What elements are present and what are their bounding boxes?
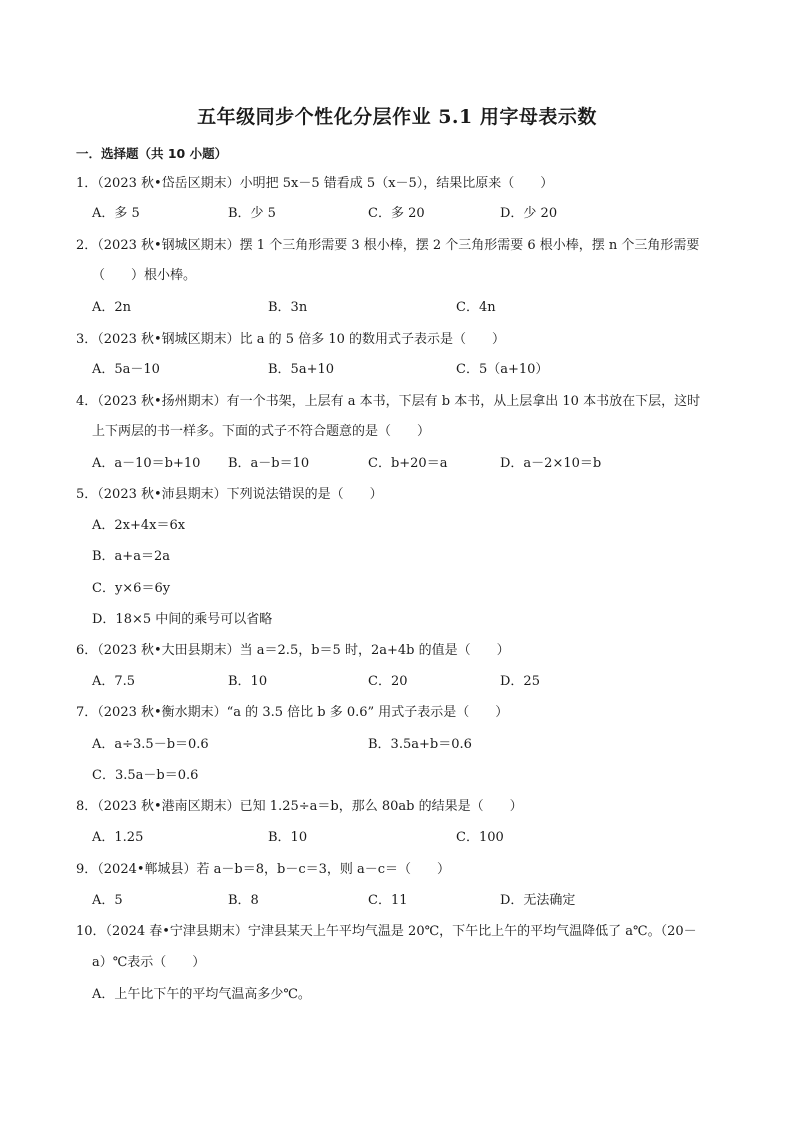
question-7-options-row1	[92, 735, 752, 755]
question-5-option-d[interactable]: D．18×5 中间的乘号可以省略	[92, 612, 273, 627]
question-5-option-a-row	[92, 516, 752, 536]
question-6-option-d[interactable]: D．25	[500, 674, 540, 689]
question-4-option-d[interactable]: D．a－2×10＝b	[500, 456, 602, 471]
question-5-option-b-row	[92, 547, 752, 567]
question-8-option-a[interactable]: A．1.25	[92, 830, 144, 845]
question-2-text: 2．（2023 秋•钢城区期末）摆 1 个三角形需要 3 根小棒，摆 2 个三角形需要 6 根小棒，摆 n 个三角形需要	[76, 238, 700, 253]
question-9-option-b[interactable]: B．8	[228, 893, 259, 908]
question-3-option-c[interactable]: C．5（a+10）	[456, 362, 549, 377]
question-6-option-c[interactable]: C．20	[368, 674, 408, 689]
question-6-option-a[interactable]: A．7.5	[92, 674, 136, 689]
question-9-options	[92, 891, 752, 911]
question-4-text-cont: 上下两层的书一样多。下面的式子不符合题意的是（ ）	[92, 424, 431, 439]
question-2-text-cont: （ ）根小棒。	[92, 268, 197, 283]
question-3-option-a[interactable]: A．5a－10	[92, 362, 160, 377]
question-7-text: 7．（2023 秋•衡水期末）“a 的 3.5 倍比 b 多 0.6” 用式子表示是（ ）	[76, 705, 509, 720]
question-1-options	[92, 204, 752, 224]
question-7-option-a[interactable]: A．a÷3.5－b＝0.6	[92, 737, 209, 752]
question-2-option-b[interactable]: B．3n	[268, 300, 308, 315]
question-8-option-c[interactable]: C．100	[456, 830, 504, 845]
question-10-options	[92, 985, 752, 1005]
question-3-options	[92, 360, 752, 380]
question-7-options-row2	[92, 766, 752, 786]
question-4-options	[92, 454, 752, 474]
question-5-option-a[interactable]: A．2x+4x＝6x	[92, 518, 186, 533]
question-3-text: 3．（2023 秋•钢城区期末）比 a 的 5 倍多 10 的数用式子表示是（ ）	[76, 332, 506, 347]
question-2-option-a[interactable]: A．2n	[92, 300, 132, 315]
question-8-option-b[interactable]: B．10	[268, 830, 308, 845]
question-6-options	[92, 672, 752, 692]
question-6-option-b[interactable]: B．10	[228, 674, 268, 689]
question-9-text: 9．（2024•郸城县）若 a－b＝8，b－c＝3，则 a－c＝（ ）	[76, 862, 451, 877]
question-9-option-d[interactable]: D．无法确定	[500, 893, 576, 908]
question-4-option-b[interactable]: B．a－b＝10	[228, 456, 310, 471]
question-2-option-c[interactable]: C．4n	[456, 300, 496, 315]
question-7-option-b[interactable]: B．3.5a+b＝0.6	[368, 737, 472, 752]
question-5-option-b[interactable]: B．a+a＝2a	[92, 549, 170, 564]
question-1-option-a[interactable]: A．多 5	[92, 206, 140, 221]
question-3-option-b[interactable]: B．5a+10	[268, 362, 335, 377]
question-9-option-a[interactable]: A．5	[92, 893, 123, 908]
question-9-option-c[interactable]: C．11	[368, 893, 408, 908]
question-4-option-c[interactable]: C．b+20＝a	[368, 456, 448, 471]
question-5-option-c-row	[92, 579, 752, 599]
question-8-options	[92, 828, 752, 848]
question-7-option-c[interactable]: C．3.5a－b＝0.6	[92, 768, 199, 783]
question-4-option-a[interactable]: A．a－10＝b+10	[92, 456, 201, 471]
question-10-option-a[interactable]: A．上午比下午的平均气温高多少℃。	[92, 987, 311, 1002]
question-1-option-c[interactable]: C．多 20	[368, 206, 425, 221]
question-1-option-b[interactable]: B．少 5	[228, 206, 276, 221]
question-8-text: 8．（2023 秋•港南区期末）已知 1.25÷a＝b，那么 80ab 的结果是（ ）	[76, 799, 523, 814]
question-5-text: 5．（2023 秋•沛县期末）下列说法错误的是（ ）	[76, 487, 383, 502]
question-1-option-d[interactable]: D．少 20	[500, 206, 558, 221]
question-2-options	[92, 298, 752, 318]
page-title: 五年级同步个性化分层作业 5.1 用字母表示数	[197, 106, 597, 128]
question-4-text: 4．（2023 秋•扬州期末）有一个书架，上层有 a 本书，下层有 b 本书，从上层拿出 10 本书放在下层，这时	[76, 394, 701, 409]
section-heading: 一．选择题（共 10 小题）	[76, 146, 228, 161]
question-10-text-cont: a）℃表示（ ）	[92, 955, 206, 970]
question-6-text: 6．（2023 秋•大田县期末）当 a＝2.5，b＝5 时，2a+4b 的值是（ ）	[76, 643, 510, 658]
question-5-option-d-row	[92, 610, 752, 630]
question-10-text: 10．（2024 春•宁津县期末）宁津县某天上午平均气温是 20℃，下午比上午的平均气温降低了 a℃。（20－	[76, 924, 697, 939]
question-1-text: 1．（2023 秋•岱岳区期末）小明把 5x－5 错看成 5（x－5），结果比原来（ ）	[76, 176, 554, 191]
question-5-option-c[interactable]: C．y×6＝6y	[92, 581, 171, 596]
